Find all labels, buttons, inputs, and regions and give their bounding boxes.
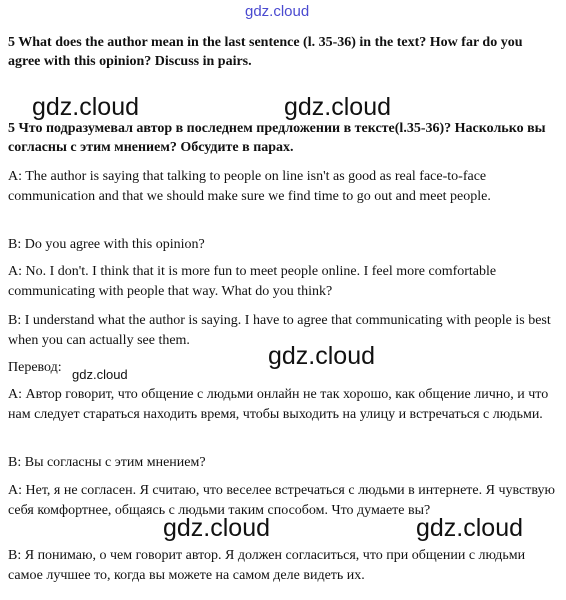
watermark: gdz.cloud [32,93,140,121]
watermark: gdz.cloud [163,514,271,542]
translation-label: Перевод: [8,360,62,375]
watermark-top: gdz.cloud [245,3,310,20]
dialogue-en-line-1: A: The author is saying that talking to people on line isn't as good as real face-to-face communication and that we should make sure we find time to go out and meet people. [8,169,491,204]
watermark-small: gdz.cloud [72,367,128,382]
watermark: gdz.cloud [416,514,524,542]
dialogue-ru-line-1: A: Автор говорит, что общение с людьми онлайн не так хорошо, как общение лично, и что нам следует стараться находить время, чтобы выходить на улицу и встречаться с людьми. [8,387,549,422]
question-english: 5 What does the author mean in the last sentence (l. 35-36) in the text? How far do you agree with this opinion? Discuss in pairs. [8,35,523,69]
dialogue-en-line-3: A: No. I don't. I think that it is more fun to meet people online. I feel more comfortable communicating with people that way. What do you think? [8,264,497,299]
dialogue-ru-line-4: B: Я понимаю, о чем говорит автор. Я должен согласиться, что при общении с людьми самое лучшее то, когда вы можете на самом деле видеть их. [8,548,526,583]
dialogue-ru-line-3: A: Нет, я не согласен. Я считаю, что веселее встречаться с людьми в интернете. Я чувствую себя комфортнее, общаясь с людьми таким способом. Что думаете вы? [8,483,555,518]
watermark: gdz.cloud [284,93,392,121]
dialogue-en-line-2: B: Do you agree with this opinion? [8,237,205,252]
dialogue-en-line-4: B: I understand what the author is saying. I have to agree that communicating with people is best when you can actually see them. [8,313,551,348]
dialogue-ru-line-2: B: Вы согласны с этим мнением? [8,455,206,470]
question-russian: 5 Что подразумевал автор в последнем предложении в тексте(l.35-36)? Насколько вы согласны с этим мнением? Обсудите в парах. [8,121,546,155]
watermark: gdz.cloud [268,342,376,370]
